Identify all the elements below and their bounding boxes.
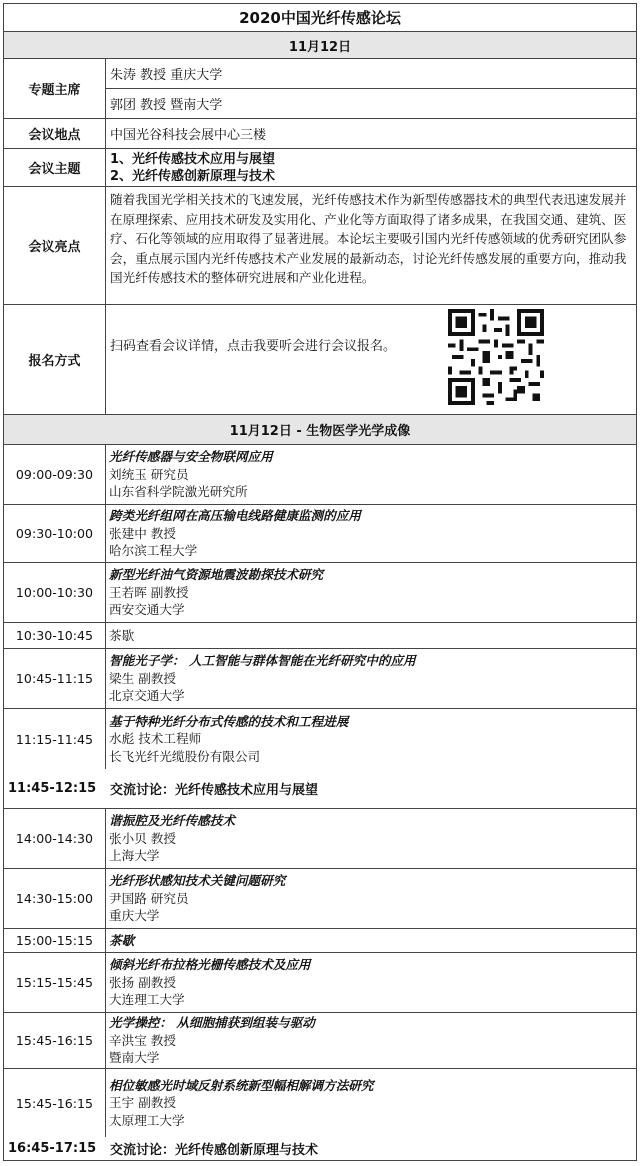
schedule-session bbox=[106, 1013, 636, 1068]
session-org: 西安交通大学 bbox=[109, 602, 185, 618]
schedule-time: 15:15-15:45 bbox=[4, 953, 106, 1012]
session-org: 山东省科学院激光研究所 bbox=[109, 484, 248, 500]
discussion-1-text: 交流讨论：光纤传感技术应用与展望 bbox=[110, 783, 319, 798]
session-speaker: 张扬 副教授 bbox=[109, 974, 176, 990]
schedule-row bbox=[4, 809, 636, 869]
session-speaker: 刘统玉 研究员 bbox=[109, 466, 189, 482]
schedule-session bbox=[106, 623, 636, 648]
schedule-row bbox=[4, 649, 636, 709]
schedule-time: 15:00-15:15 bbox=[4, 929, 106, 952]
schedule-row bbox=[4, 563, 636, 623]
highlights-row bbox=[4, 187, 636, 305]
theme-1: 1、光纤传感技术应用与展望 bbox=[110, 151, 276, 167]
schedule-session bbox=[106, 505, 636, 562]
chairs-row bbox=[4, 59, 636, 119]
schedule-session bbox=[106, 929, 636, 952]
session-topic: 谐振腔及光纤传感技术 bbox=[109, 813, 235, 829]
venue-label: 会议地点 bbox=[4, 119, 106, 148]
session-org: 重庆大学 bbox=[109, 908, 160, 924]
chairs-label: 专题主席 bbox=[4, 59, 106, 118]
register-text: 扫码查看会议详情，点击我要听会进行会议报名。 bbox=[110, 339, 397, 354]
session-speaker: 梁生 副教授 bbox=[109, 670, 176, 686]
session-speaker: 张小贝 教授 bbox=[109, 830, 176, 846]
schedule-row bbox=[4, 505, 636, 563]
session-speaker: 水彪 技术工程师 bbox=[109, 731, 202, 747]
schedule-time: 10:45-11:15 bbox=[4, 649, 106, 708]
qr-code-icon[interactable] bbox=[448, 309, 544, 405]
schedule-time: 09:30-10:00 bbox=[4, 505, 106, 562]
schedule-morning bbox=[4, 445, 636, 769]
session-speaker: 张建中 教授 bbox=[109, 525, 176, 541]
session-topic: 新型光纤油气资源地震波勘探技术研究 bbox=[109, 567, 324, 583]
theme-label: 会议主题 bbox=[4, 149, 106, 186]
session-org: 长飞光纤光缆股份有限公司 bbox=[109, 748, 261, 764]
schedule-session bbox=[106, 953, 636, 1012]
session-org: 太原理工大学 bbox=[109, 1112, 185, 1128]
schedule-session bbox=[106, 563, 636, 622]
venue-row bbox=[4, 119, 636, 149]
highlights-text: 随着我国光学相关技术的飞速发展，光纤传感技术作为新型传感器技术的典型代表迅速发展并在原理探索、应用技术研发及实用化、产业化等方面取得了诸多成果，在我国交通、建筑、医疗、石化等领域的应用取得了显著进展。本论坛主要吸引国内光纤传感领域的优秀研究团队参会，重点展示国内光纤传感技术产业发展的最新动态，讨论光纤传感发展的重要方向，推动我国光纤传感技术的整体研究进展和产业化进程。 bbox=[110, 192, 627, 285]
session-org: 大连理工大学 bbox=[109, 992, 185, 1008]
discussion-row-2 bbox=[4, 1137, 636, 1160]
schedule-time: 09:00-09:30 bbox=[4, 445, 106, 504]
schedule-row bbox=[4, 1069, 636, 1137]
session-topic: 基于特种光纤分布式传感的技术和工程进展 bbox=[109, 713, 349, 729]
session-topic: 光纤传感器与安全物联网应用 bbox=[109, 449, 273, 465]
register-row bbox=[4, 305, 636, 415]
schedule-time: 15:45-16:15 bbox=[4, 1069, 106, 1137]
chair-2: 郭团 教授 暨南大学 bbox=[110, 98, 223, 113]
schedule-row bbox=[4, 1013, 636, 1069]
register-label: 报名方式 bbox=[4, 305, 106, 414]
session-speaker: 王宇 副教授 bbox=[109, 1095, 176, 1111]
schedule-session bbox=[106, 1069, 636, 1137]
schedule-session bbox=[106, 709, 636, 769]
session-org: 哈尔滨工程大学 bbox=[109, 543, 198, 559]
venue-value: 中国光谷科技会展中心三楼 bbox=[110, 128, 267, 143]
session-topic: 智能光子学： 人工智能与群体智能在光纤研究中的应用 bbox=[109, 653, 416, 669]
session-topic: 倾斜光纤布拉格光栅传感技术及应用 bbox=[109, 957, 311, 973]
session-topic: 茶歇 bbox=[109, 932, 135, 948]
highlights-label: 会议亮点 bbox=[4, 187, 106, 304]
theme-row bbox=[4, 149, 636, 187]
schedule-row bbox=[4, 869, 636, 929]
session-speaker: 茶歇 bbox=[109, 627, 135, 643]
session-speaker: 尹国路 研究员 bbox=[109, 890, 189, 906]
schedule-row bbox=[4, 929, 636, 953]
schedule-session bbox=[106, 809, 636, 868]
session-topic: 跨类光纤组网在高压输电线路健康监测的应用 bbox=[109, 508, 361, 524]
schedule-session bbox=[106, 869, 636, 928]
schedule-time: 10:00-10:30 bbox=[4, 563, 106, 622]
session-band: 11月12日 - 生物医学光学成像 bbox=[4, 415, 636, 445]
schedule-afternoon bbox=[4, 809, 636, 1137]
theme-2: 2、光纤传感创新原理与技术 bbox=[110, 168, 276, 184]
discussion-row-1 bbox=[4, 769, 636, 809]
schedule-session bbox=[106, 445, 636, 504]
schedule-row bbox=[4, 709, 636, 769]
session-org: 上海大学 bbox=[109, 848, 160, 864]
date-band: 11月12日 bbox=[4, 32, 636, 59]
session-org: 暨南大学 bbox=[109, 1050, 160, 1066]
discussion-2-time: 16:45-17:15 bbox=[8, 1141, 97, 1156]
schedule-time: 15:45-16:15 bbox=[4, 1013, 106, 1068]
agenda-table bbox=[3, 3, 637, 1161]
chair-1: 朱涛 教授 重庆大学 bbox=[106, 59, 636, 89]
session-topic: 光纤形状感知技术关键问题研究 bbox=[109, 873, 286, 889]
session-topic: 相位敏感光时域反射系统新型幅相解调方法研究 bbox=[109, 1077, 374, 1093]
discussion-1-time: 11:45-12:15 bbox=[8, 781, 97, 796]
session-speaker: 王若晖 副教授 bbox=[109, 584, 189, 600]
session-topic: 光学操控： 从细胞捕获到组装与驱动 bbox=[109, 1015, 315, 1031]
schedule-time: 14:30-15:00 bbox=[4, 869, 106, 928]
schedule-time: 10:30-10:45 bbox=[4, 623, 106, 648]
schedule-time: 11:15-11:45 bbox=[4, 709, 106, 769]
page-title: 2020中国光纤传感论坛 bbox=[4, 4, 636, 32]
session-speaker: 辛洪宝 教授 bbox=[109, 1032, 176, 1048]
schedule-session bbox=[106, 649, 636, 708]
schedule-time: 14:00-14:30 bbox=[4, 809, 106, 868]
schedule-row bbox=[4, 953, 636, 1013]
session-org: 北京交通大学 bbox=[109, 688, 185, 704]
discussion-2-text: 交流讨论：光纤传感创新原理与技术 bbox=[110, 1143, 319, 1158]
schedule-row bbox=[4, 623, 636, 649]
schedule-row bbox=[4, 445, 636, 505]
